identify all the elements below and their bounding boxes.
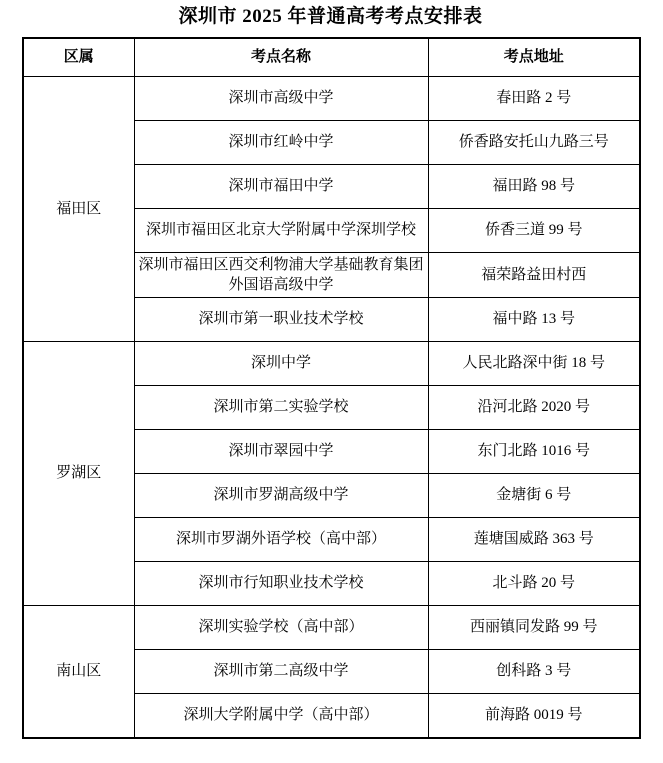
venue-name-cell: 深圳市第二实验学校 [134,386,428,430]
venue-name-cell: 深圳实验学校（高中部） [134,606,428,650]
page-title: 深圳市 2025 年普通高考考点安排表 [178,6,483,27]
venue-address-cell: 西丽镇同发路 99 号 [428,606,640,650]
venue-address-cell: 前海路 0019 号 [428,694,640,738]
table-row [23,606,640,650]
venue-name-cell: 深圳市行知职业技术学校 [134,562,428,606]
header-venue-name: 考点名称 [134,38,428,76]
venue-address-cell: 东门北路 1016 号 [428,430,640,474]
venue-name-cell: 深圳市第一职业技术学校 [134,298,428,342]
venue-address-cell: 人民北路深中街 18 号 [428,342,640,386]
venue-name-cell: 深圳市福田区西交利物浦大学基础教育集团外国语高级中学 [134,252,428,298]
venue-name-cell: 深圳市福田区北京大学附属中学深圳学校 [134,208,428,252]
table-row [23,342,640,386]
venue-name-cell: 深圳市第二高级中学 [134,650,428,694]
venue-name-cell: 深圳市红岭中学 [134,120,428,164]
district-cell-luohu: 罗湖区 [23,342,134,606]
venue-address-cell: 金塘街 6 号 [428,474,640,518]
table-row [23,76,640,120]
venue-name-cell: 深圳中学 [134,342,428,386]
header-venue-address: 考点地址 [428,38,640,76]
header-row [23,38,640,76]
table-header [23,38,640,76]
venue-name-cell: 深圳市罗湖高级中学 [134,474,428,518]
venue-address-cell: 莲塘国威路 363 号 [428,518,640,562]
table-body [23,76,640,738]
venue-address-cell: 侨香路安托山九路三号 [428,120,640,164]
venue-name-cell: 深圳市罗湖外语学校（高中部） [134,518,428,562]
venue-address-cell: 春田路 2 号 [428,76,640,120]
venue-address-cell: 沿河北路 2020 号 [428,386,640,430]
venue-name-cell: 深圳市福田中学 [134,164,428,208]
venue-address-cell: 北斗路 20 号 [428,562,640,606]
exam-venues-table [22,37,641,739]
venue-address-cell: 福田路 98 号 [428,164,640,208]
venue-name-cell: 深圳市高级中学 [134,76,428,120]
header-district: 区属 [23,38,134,76]
venue-address-cell: 福荣路益田村西 [428,252,640,298]
district-cell-nanshan: 南山区 [23,606,134,738]
venue-address-cell: 福中路 13 号 [428,298,640,342]
venue-name-cell: 深圳大学附属中学（高中部） [134,694,428,738]
venue-address-cell: 侨香三道 99 号 [428,208,640,252]
venue-address-cell: 创科路 3 号 [428,650,640,694]
venue-name-cell: 深圳市翠园中学 [134,430,428,474]
district-cell-futian: 福田区 [23,76,134,342]
